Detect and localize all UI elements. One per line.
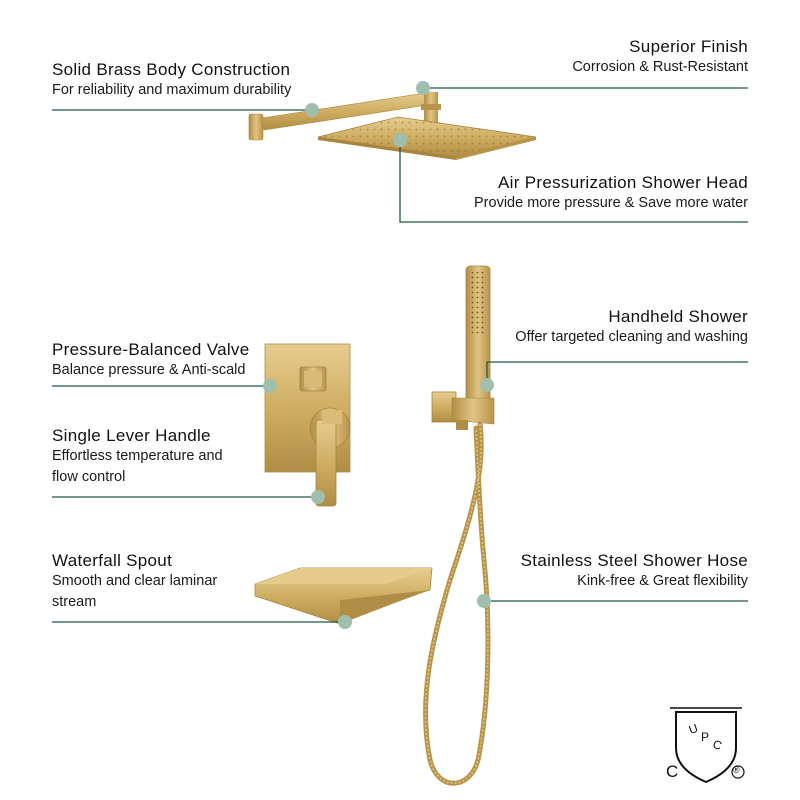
spout-subtitle-line2: stream xyxy=(52,594,97,610)
upc-letter-c: C xyxy=(710,736,724,754)
dot-lever xyxy=(311,490,325,504)
valve-subtitle: Balance pressure & Anti-scald xyxy=(52,362,246,378)
callout-superior-finish xyxy=(572,37,748,78)
callout-shower-head xyxy=(474,173,748,214)
callout-hose xyxy=(521,551,748,592)
valve-trim xyxy=(265,344,350,506)
lever-title: Single Lever Handle xyxy=(52,426,211,445)
shower-head-subtitle: Provide more pressure & Save more water xyxy=(474,195,748,211)
callout-lever xyxy=(52,426,223,488)
hose-subtitle: Kink-free & Great flexibility xyxy=(577,573,748,589)
registered-mark: ® xyxy=(733,765,740,775)
dot-brass-body xyxy=(305,103,319,117)
spout-title: Waterfall Spout xyxy=(52,551,173,570)
brass-body-title: Solid Brass Body Construction xyxy=(52,60,291,79)
superior-finish-subtitle: Corrosion & Rust-Resistant xyxy=(572,59,748,75)
brass-body-subtitle: For reliability and maximum durability xyxy=(52,82,292,98)
shower-head-title: Air Pressurization Shower Head xyxy=(498,173,748,192)
lever-subtitle-line2: flow control xyxy=(52,469,126,485)
handheld-subtitle: Offer targeted cleaning and washing xyxy=(515,329,748,345)
callout-brass-body xyxy=(52,60,291,101)
callout-valve xyxy=(52,340,249,381)
callout-handheld xyxy=(515,307,748,348)
handheld-shower xyxy=(432,266,494,430)
handheld-title: Handheld Shower xyxy=(608,307,748,326)
upc-c-mark: C xyxy=(666,762,679,781)
valve-title: Pressure-Balanced Valve xyxy=(52,340,250,359)
dot-spout xyxy=(338,615,352,629)
dot-hose xyxy=(477,594,491,608)
dot-shower-head xyxy=(393,133,407,147)
hose-title: Stainless Steel Shower Hose xyxy=(520,551,748,570)
callout-spout xyxy=(52,551,217,613)
rain-shower-head xyxy=(318,117,536,160)
dot-handheld xyxy=(480,378,494,392)
upc-letter-p: P xyxy=(701,730,710,744)
spout-subtitle-line1: Smooth and clear laminar xyxy=(52,573,218,589)
dot-valve xyxy=(263,379,277,393)
superior-finish-title: Superior Finish xyxy=(629,37,748,56)
dot-superior-finish xyxy=(416,81,430,95)
lever-subtitle-line1: Effortless temperature and xyxy=(52,448,223,464)
upc-letter-u: U xyxy=(686,720,700,738)
